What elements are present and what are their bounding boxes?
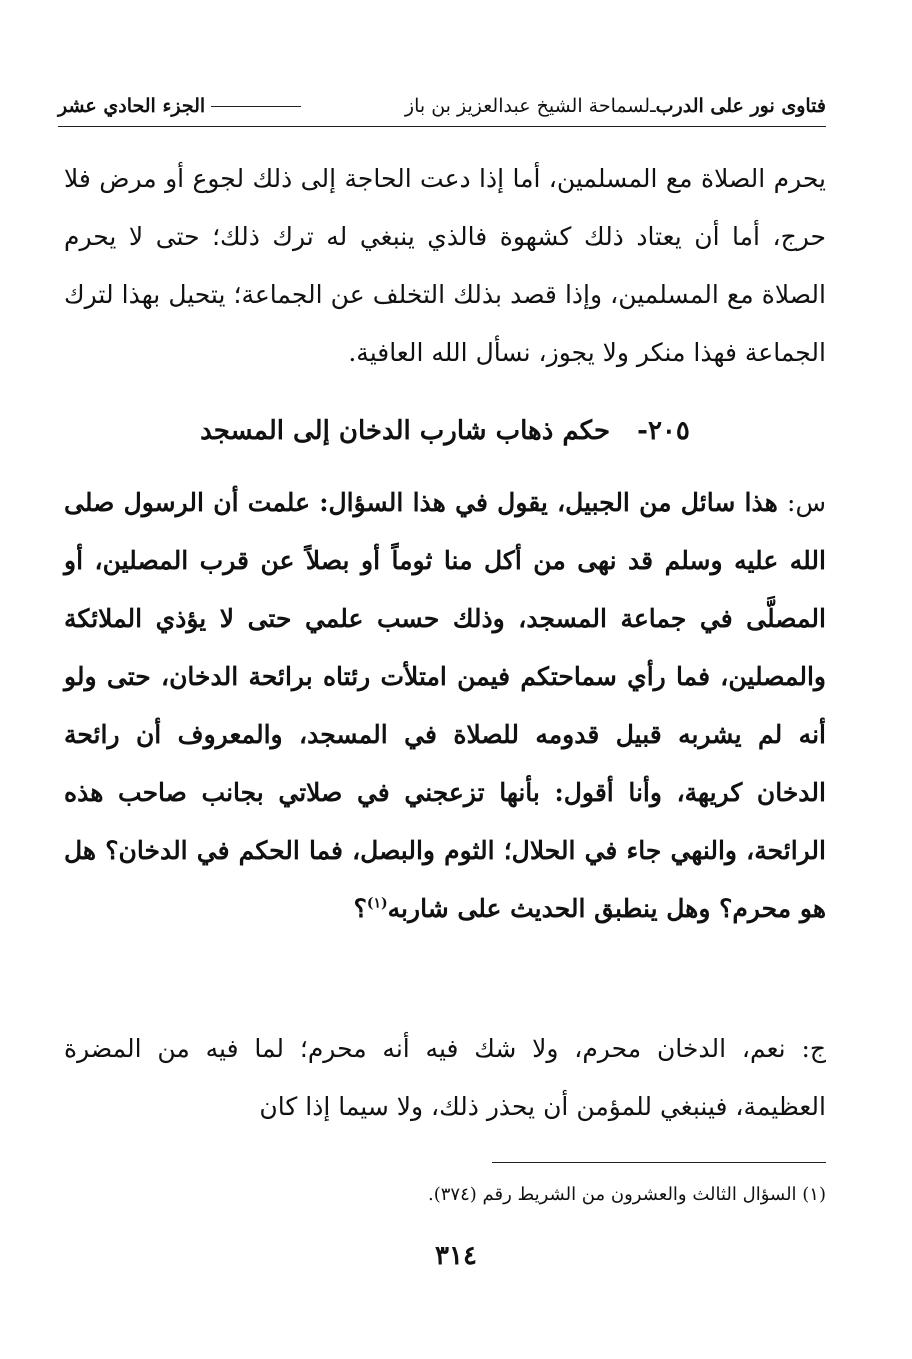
question-end-mark: ؟ <box>353 894 367 923</box>
header-title-group <box>405 95 826 117</box>
footnote-separator <box>492 1162 826 1163</box>
header-rule <box>211 106 301 107</box>
question-block <box>64 474 826 938</box>
footnote: (١) السؤال الثالث والعشرون من الشريط رقم (٣٧٤). <box>428 1184 826 1205</box>
running-header <box>58 86 826 127</box>
footnote-reference: (١) <box>366 895 388 912</box>
section-number: ٢٠٥- <box>637 416 690 446</box>
page-number: ٣١٤ <box>435 1241 477 1271</box>
author-name: لسماحة الشيخ عبدالعزيز بن باز <box>404 95 651 117</box>
volume-label: الجزء الحادي عشر <box>58 95 206 117</box>
book-title: فتاوى نور على الدرب <box>655 95 826 117</box>
intro-paragraph: يحرم الصلاة مع المسلمين، أما إذا دعت الحاجة إلى ذلك لجوع أو مرض فلا حرج، أما أن يعتاد ذلك كشهوة فالذي ينبغي له ترك ذلك؛ حتى لا يحرم الصلاة مع المسلمين، وإذا قصد بذلك التخلف عن الجماعة؛ يتحيل بهذا لترك الجماعة فهذا منكر ولا يجوز، نسأل الله العافية. <box>64 164 826 367</box>
header-dash: ـ <box>650 95 656 117</box>
answer-text: نعم، الدخان محرم، ولا شك فيه أنه محرم؛ لما فيه من المضرة العظيمة، فينبغي للمؤمن أن يحذر ذلك، ولا سيما إذا كان <box>64 1034 826 1121</box>
section-title: حكم ذهاب شارب الدخان إلى المسجد <box>200 416 611 446</box>
answer-block <box>64 1020 826 1136</box>
section-heading <box>64 406 826 456</box>
answer-label: ج: <box>801 1034 826 1063</box>
question-label: س: <box>787 488 826 517</box>
question-text: هذا سائل من الجبيل، يقول في هذا السؤال: علمت أن الرسول صلى الله عليه وسلم قد نهى من أكل منا ثوماً أو بصلاً عن قرب المصلين، أو المصلَّى في جماعة المسجد، وذلك حسب علمي حتى لا يؤذي الملائكة والمصلين، فما رأي سماحتكم فيمن امتلأت رئتاه برائحة الدخان، حتى ولو أنه لم يشربه قبيل قدومه للصلاة في المسجد، والمعروف أن رائحة الدخان كريهة، وأنا أقول: بأنها تزعجني في صلاتي بجانب صاحب هذه الرائحة، والنهي جاء في الحلال؛ الثوم والبصل، فما الحكم في الدخان؟ هل هو محرم؟ وهل ينطبق الحديث على شاربه <box>64 488 826 923</box>
header-volume-group <box>58 95 307 117</box>
